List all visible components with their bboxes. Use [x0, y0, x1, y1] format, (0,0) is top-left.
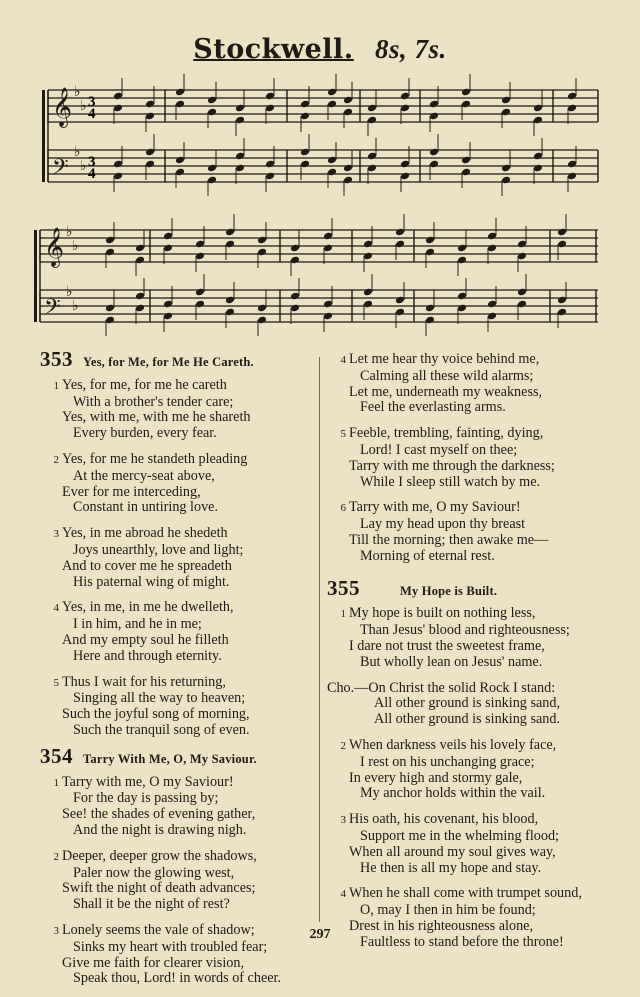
verse-line: Let me, underneath my weakness, — [349, 383, 543, 400]
verse — [327, 500, 602, 564]
verse-number: 1 — [53, 379, 59, 392]
hymn-title: Tarry With Me, O, My Saviour. — [83, 751, 257, 766]
verse-line: He then is all my hope and stay. — [360, 859, 542, 876]
music-score — [0, 0, 640, 352]
verse-line: When all around my soul gives way, — [349, 843, 556, 860]
verse-line: See! the shades of evening gather, — [62, 806, 256, 823]
flat-icon: ♭ — [80, 158, 87, 174]
verse-number: 6 — [340, 502, 346, 515]
verse-line: 1 Yes, for me, for me he careth — [40, 378, 315, 395]
verse-line: While I sleep still watch by me. — [360, 473, 541, 490]
right-column — [327, 352, 602, 961]
verse-line: 1 My hope is built on nothing less, — [327, 606, 602, 623]
verse — [40, 452, 315, 516]
verse-line: Lay my head upon thy breast — [360, 516, 526, 533]
verse — [327, 812, 602, 876]
hymn-353-header — [40, 347, 315, 371]
hymn-355-header — [327, 575, 602, 600]
flat-icon: ♭ — [74, 84, 81, 100]
verse-line: 2 When darkness veils his lovely face, — [327, 738, 602, 755]
hymn-354-verses-left — [40, 775, 315, 988]
verse — [40, 378, 315, 442]
chorus-line: All other ground is sinking sand, — [374, 695, 561, 712]
verse — [327, 606, 602, 670]
verse-line: Such the joyful song of morning, — [62, 706, 250, 723]
verse-line: 2 Deeper, deeper grow the shadows, — [40, 849, 315, 866]
flat-icon: ♭ — [66, 284, 73, 300]
verse-line: And my empty soul he filleth — [62, 631, 229, 648]
clef-icon: 𝄞 — [44, 227, 65, 267]
flat-icon: ♭ — [74, 144, 81, 160]
verse-line: Shall it be the night of rest? — [73, 896, 230, 913]
verse — [40, 849, 315, 913]
time-signature-bottom-bass: 4 — [88, 166, 96, 182]
left-column — [40, 347, 315, 997]
verse-line: For the day is passing by; — [73, 790, 219, 807]
verse-line: Sinks my heart with troubled fear; — [73, 938, 268, 955]
verse-line: And to cover me he spreadeth — [62, 557, 232, 574]
time-signature-top-bass: 3 — [88, 154, 96, 170]
verse — [327, 738, 602, 802]
verse-line: Than Jesus' blood and righteousness; — [360, 622, 570, 639]
verse-line: 2 Yes, for me he standeth pleading — [40, 452, 315, 469]
verse-number: 5 — [53, 676, 59, 689]
verse-line: 4 When he shall come with trumpet sound, — [327, 886, 602, 903]
meter: 8s, 7s. — [374, 34, 447, 64]
verse-line: Morning of eternal rest. — [360, 547, 495, 564]
verse-number: 4 — [340, 354, 346, 366]
verse-line: 1 Tarry with me, O my Saviour! — [40, 775, 315, 792]
tune-name: Stockwell. — [193, 34, 354, 65]
verse-line: But wholly lean on Jesus' name. — [360, 653, 543, 670]
column-divider — [319, 357, 320, 922]
verse — [40, 675, 315, 739]
hymn-353-verses — [40, 378, 315, 739]
verse — [40, 600, 315, 664]
verse-number: 4 — [340, 888, 346, 901]
verse-line: At the mercy-seat above, — [73, 467, 215, 484]
verse-line: 3 Lonely seems the vale of shadow; — [40, 923, 315, 940]
hymn-354-verses-right — [327, 352, 602, 565]
clef-icon: 𝄢 — [44, 295, 61, 325]
verse — [327, 352, 602, 416]
page-number: 297 — [309, 927, 331, 942]
system-brace — [34, 230, 37, 322]
time-signature-top: 3 — [88, 94, 96, 110]
verse-line: 5 Thus I wait for his returning, — [40, 675, 315, 692]
flat-icon: ♭ — [72, 298, 79, 314]
verse-number: 1 — [53, 776, 59, 789]
verse-line: Calming all these wild alarms; — [360, 367, 534, 384]
verse-line: With a brother's tender care; — [73, 393, 234, 410]
verse-line: And the night is drawing nigh. — [73, 821, 247, 838]
verse-line: Paler now the glowing west, — [73, 864, 235, 881]
verse-number: 5 — [340, 428, 346, 441]
hymn-354-header — [40, 743, 315, 768]
verse-line: Yes, with me, with me he shareth — [62, 409, 251, 426]
verse-line: Such the tranquil song of even. — [73, 721, 250, 738]
verse-line: Singing all the way to heaven; — [73, 690, 246, 707]
hymn-number: 355 — [327, 575, 360, 600]
verse-line: Tarry with me through the darkness; — [349, 457, 555, 474]
verse-number: 3 — [340, 814, 346, 827]
hymn-355-verse-1 — [327, 606, 602, 670]
verse-line: Faultless to stand before the throne! — [360, 933, 564, 950]
verse-number: 4 — [53, 602, 59, 615]
verse-number: 1 — [340, 608, 346, 621]
verse-line: Speak thou, Lord! in words of cheer. — [73, 970, 282, 987]
verse-line: Support me in the whelming flood; — [360, 827, 559, 844]
verse-line: 3 His oath, his covenant, his blood, — [327, 812, 602, 829]
verse-number: 2 — [53, 850, 59, 863]
verse-line: Joys unearthly, love and light; — [73, 541, 244, 558]
verse-line: I dare not trust the sweetest frame, — [349, 637, 545, 654]
verse-line: 6 Tarry with me, O my Saviour! — [327, 500, 602, 517]
flat-icon: ♭ — [72, 238, 79, 254]
verse-line: I rest on his unchanging grace; — [360, 753, 535, 770]
verse-line: My anchor holds within the vail. — [360, 785, 546, 802]
verse — [327, 426, 602, 490]
verse-line: Here and through eternity. — [73, 647, 222, 664]
verse-number: 2 — [340, 739, 346, 752]
verse-line: 3 Yes, in me abroad he shedeth — [40, 526, 315, 543]
hymn-355-verses — [327, 738, 602, 951]
verse-number: 2 — [53, 453, 59, 466]
verse-line: 4 Yes, in me, in me he dwelleth, — [40, 600, 315, 617]
verse-line: In every high and stormy gale, — [349, 769, 523, 786]
verse-line: Drest in his righteousness alone, — [349, 917, 534, 934]
hymn-title: Yes, for Me, for Me He Careth. — [83, 355, 254, 369]
hymn-title: My Hope is Built. — [400, 583, 498, 598]
verse-line: His paternal wing of might. — [73, 573, 230, 590]
flat-icon: ♭ — [66, 224, 73, 240]
verse-line: Till the morning; then awake me— — [349, 531, 549, 548]
verse-number: 3 — [53, 924, 59, 937]
verse-line: 5 Feeble, trembling, fainting, dying, — [327, 426, 602, 443]
verse-line: Ever for me interceding, — [62, 483, 201, 500]
hymn-number: 354 — [40, 743, 73, 768]
chorus-label: Cho.— — [327, 679, 369, 696]
verse-line: Constant in untiring love. — [73, 499, 219, 516]
verse-line: Swift the night of death advances; — [62, 880, 256, 897]
verse-line: O, may I then in him be found; — [360, 902, 536, 919]
time-signature-bottom: 4 — [88, 106, 96, 122]
verse-number: 3 — [53, 528, 59, 541]
chorus-line: All other ground is sinking sand. — [374, 711, 561, 728]
verse — [40, 526, 315, 590]
verse — [40, 775, 315, 839]
verse-line: I in him, and he in me; — [73, 616, 202, 633]
verse-line: Lord! I cast myself on thee; — [360, 441, 518, 458]
clef-icon: 𝄢 — [52, 155, 69, 185]
clef-icon: 𝄞 — [52, 87, 73, 127]
hymn-355-chorus — [327, 681, 602, 728]
verse-line: Every burden, every fear. — [73, 425, 217, 442]
verse-line: Feel the everlasting arms. — [360, 399, 506, 416]
verse-line: 4 Let me hear thy voice behind me, — [327, 352, 602, 369]
system-brace — [42, 90, 45, 182]
chorus-line: Cho.—On Christ the solid Rock I stand: — [327, 679, 556, 696]
hymn-number: 353 — [40, 347, 73, 371]
verse-line: Give me faith for clearer vision, — [62, 954, 244, 971]
flat-icon: ♭ — [80, 98, 87, 114]
